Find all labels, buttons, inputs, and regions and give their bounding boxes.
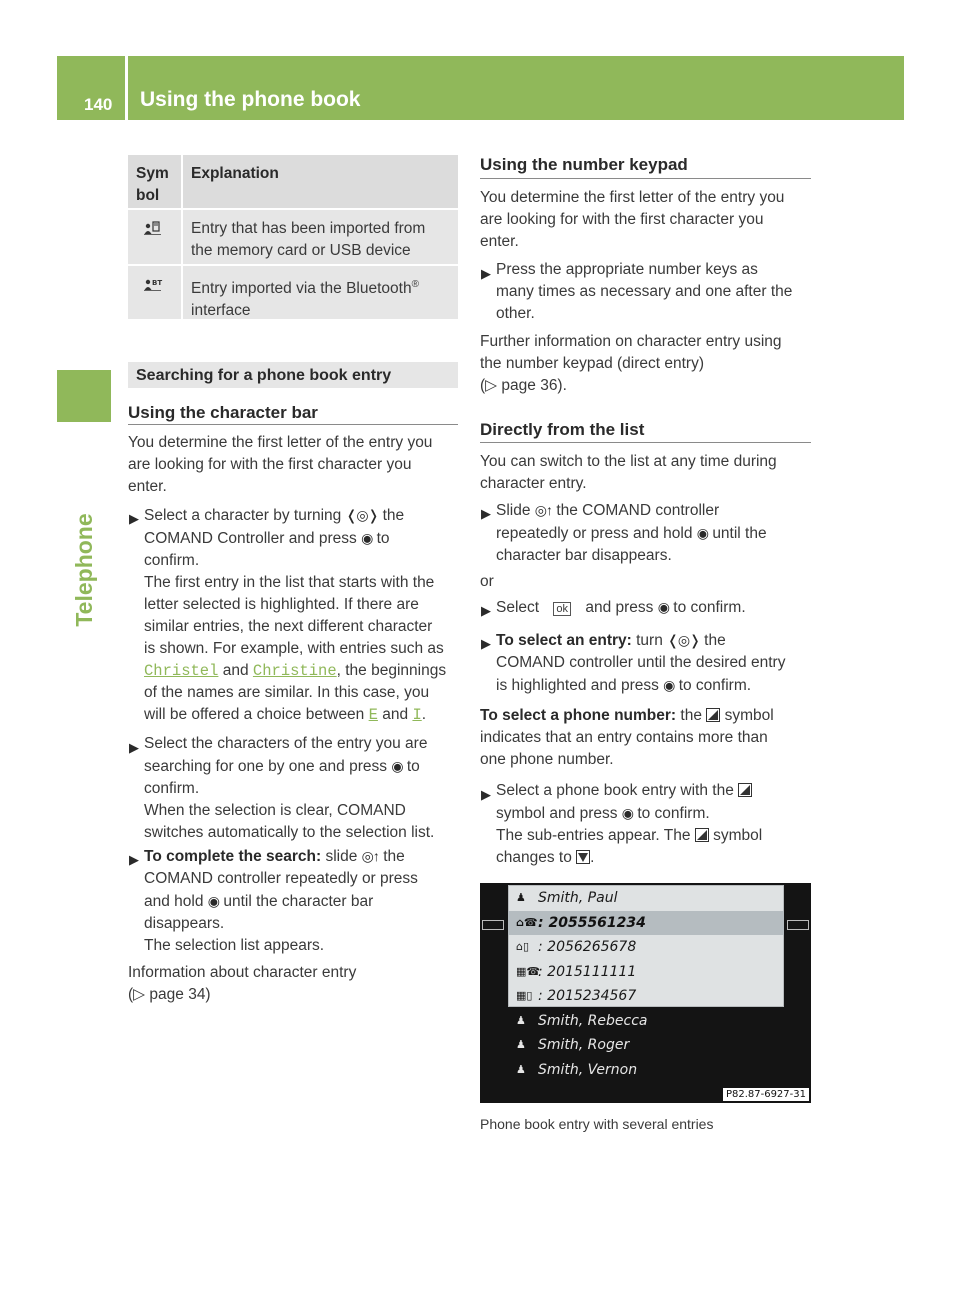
text: . bbox=[421, 706, 427, 723]
step-arrow-icon: ▶ bbox=[129, 511, 139, 526]
expanded-triangle-icon bbox=[576, 850, 590, 864]
symbol-table bbox=[128, 155, 458, 321]
text: , the beginnings bbox=[336, 662, 447, 679]
text-line: disappears. bbox=[144, 915, 225, 932]
multi-number-triangle-icon bbox=[695, 828, 709, 842]
text-line: You determine the first letter of the entry you bbox=[480, 189, 785, 206]
list-item[interactable] bbox=[508, 1033, 784, 1057]
press-controller-icon: ◉ bbox=[663, 677, 675, 693]
text: to bbox=[406, 758, 420, 775]
contact-icon: ♟ bbox=[516, 1038, 526, 1051]
phone-number-paragraph bbox=[480, 705, 774, 771]
page-reference[interactable]: page 36). bbox=[501, 377, 567, 394]
text-line: enter. bbox=[128, 478, 167, 495]
explanation-line: the memory card or USB device bbox=[191, 242, 411, 259]
step-arrow-icon: ▶ bbox=[481, 266, 491, 281]
further-info: Further information on character entry using the number keypad (direct entry) (▷ page 36). bbox=[480, 333, 782, 394]
explanation-line: Entry imported via the Bluetooth bbox=[191, 280, 412, 298]
step-arrow-icon: ▶ bbox=[129, 852, 139, 867]
example-letter-i: I bbox=[412, 706, 422, 724]
text-line: Further information on character entry using bbox=[480, 333, 782, 350]
text: to confirm. bbox=[678, 677, 752, 694]
step-number-keys bbox=[496, 259, 792, 325]
bold-label: To complete the search: bbox=[144, 848, 322, 865]
text: searching for one by one and press bbox=[144, 758, 387, 775]
contact-icon: ♟ bbox=[516, 1013, 526, 1027]
press-controller-icon: ◉ bbox=[621, 805, 634, 821]
text: turn bbox=[636, 632, 663, 649]
header-divider bbox=[125, 56, 128, 120]
text: the bbox=[382, 507, 405, 524]
text-line: You can switch to the list at any time during bbox=[480, 453, 777, 470]
keypad-intro bbox=[480, 187, 784, 253]
text: slide bbox=[325, 848, 358, 865]
symbol-header-line2: bol bbox=[136, 187, 160, 204]
text: Select a character by turning bbox=[144, 507, 342, 524]
list-item-text: : 2015234567 bbox=[538, 988, 637, 1004]
example-christine: Christine bbox=[252, 662, 337, 680]
list-item[interactable] bbox=[508, 935, 784, 959]
text-line: COMAND controller repeatedly or press bbox=[144, 870, 418, 887]
heading-rule bbox=[128, 424, 458, 425]
memory-card-contact-icon bbox=[144, 221, 161, 235]
text-line: confirm. bbox=[144, 552, 200, 569]
table-header-explanation: Explanation bbox=[191, 165, 279, 182]
registered-mark: ® bbox=[411, 279, 419, 290]
explanation-line: interface bbox=[191, 302, 251, 320]
chapter-label: Telephone bbox=[71, 513, 97, 627]
text: to bbox=[376, 530, 390, 547]
heading-rule bbox=[480, 178, 811, 179]
rotate-controller-icon: ❬◎❭ bbox=[667, 632, 700, 648]
text-line: switches automatically to the selection list. bbox=[144, 824, 435, 841]
page-ref-icon: ▷ bbox=[485, 377, 498, 394]
table-header-row bbox=[128, 155, 458, 210]
step-complete-search bbox=[144, 845, 418, 957]
step-arrow-icon: ▶ bbox=[481, 636, 491, 651]
page-reference[interactable]: page 34) bbox=[149, 986, 211, 1003]
list-intro bbox=[480, 451, 777, 495]
text: the bbox=[704, 632, 726, 649]
text-line: one phone number. bbox=[480, 751, 614, 768]
text: until the character bar bbox=[223, 893, 374, 910]
explanation-line: Entry that has been imported from bbox=[191, 220, 426, 237]
step-arrow-icon: ▶ bbox=[481, 787, 491, 802]
text: the bbox=[383, 848, 405, 865]
text: the bbox=[680, 707, 702, 724]
bluetooth-contact-icon bbox=[144, 277, 161, 291]
list-item-text: Smith, Roger bbox=[538, 1037, 630, 1053]
rotate-controller-icon: ❬◎❭ bbox=[345, 507, 379, 523]
text-line: many times as necessary and one after the bbox=[496, 283, 793, 300]
return-indicator-icon bbox=[787, 920, 809, 930]
text: to confirm. bbox=[673, 599, 746, 616]
text: Select a phone book entry with the bbox=[496, 782, 734, 799]
press-controller-icon: ◉ bbox=[391, 758, 403, 774]
text: to confirm. bbox=[637, 805, 710, 822]
text-line: enter. bbox=[480, 233, 519, 250]
text: The sub-entries appear. The bbox=[496, 827, 691, 844]
figure-caption: Phone book entry with several entries bbox=[480, 1116, 714, 1132]
text: is highlighted and press bbox=[496, 677, 659, 694]
intro-paragraph bbox=[128, 432, 432, 498]
list-item-text: : 2056265678 bbox=[538, 939, 637, 955]
page-number: 140 bbox=[84, 95, 113, 114]
work-mobile-icon: ▦▯ bbox=[516, 989, 533, 1002]
heading-number-keypad: Using the number keypad bbox=[480, 155, 688, 174]
home-mobile-icon: ⌂▯ bbox=[516, 940, 530, 953]
text: COMAND Controller and press bbox=[144, 530, 357, 547]
step-select-characters bbox=[144, 733, 434, 844]
contact-icon: ♟ bbox=[516, 891, 526, 904]
step-select-book-entry bbox=[496, 780, 762, 869]
slide-up-controller-icon: ◎↑ bbox=[361, 848, 379, 864]
text-line: is shown. For example, with entries such as bbox=[144, 640, 444, 657]
text: until the bbox=[712, 525, 767, 542]
list-item-text: Smith, Rebecca bbox=[538, 1012, 648, 1029]
list-item-text: Smith, Vernon bbox=[538, 1061, 638, 1078]
text-line: character entry. bbox=[480, 475, 587, 492]
bold-label: To select an entry: bbox=[496, 632, 632, 649]
table-row bbox=[128, 210, 458, 266]
or-text: or bbox=[480, 573, 494, 590]
text-line: Press the appropriate number keys as bbox=[496, 261, 758, 278]
step-arrow-icon: ▶ bbox=[129, 740, 139, 755]
text-line: You determine the first letter of the entry you bbox=[128, 434, 433, 451]
chapter-tab bbox=[57, 370, 111, 422]
list-item[interactable] bbox=[508, 1009, 784, 1033]
example-christel: Christel bbox=[144, 662, 219, 680]
list-item[interactable] bbox=[508, 1058, 784, 1082]
heading-rule bbox=[480, 442, 811, 443]
page-title: Using the phone book bbox=[140, 88, 361, 111]
text-line: letter selected is highlighted. If there are bbox=[144, 596, 419, 613]
press-controller-icon: ◉ bbox=[657, 599, 669, 615]
back-indicator-icon bbox=[482, 920, 504, 930]
text: Slide bbox=[496, 502, 531, 519]
multi-number-triangle-icon bbox=[706, 708, 720, 722]
step-arrow-icon: ▶ bbox=[481, 603, 491, 618]
list-item[interactable] bbox=[508, 984, 784, 1008]
slide-up-controller-icon: ◎↑ bbox=[534, 502, 552, 518]
text-line: indicates that an entry contains more than bbox=[480, 729, 768, 746]
press-controller-icon: ◉ bbox=[361, 530, 373, 546]
step-slide-controller bbox=[496, 499, 767, 567]
text: repeatedly or press and hold bbox=[496, 525, 693, 542]
text-line: similar entries, the next different character bbox=[144, 618, 433, 635]
text: symbol and press bbox=[496, 805, 618, 822]
ok-key-icon: ok bbox=[553, 602, 571, 616]
text: . bbox=[590, 849, 595, 866]
text-line: When the selection is clear, COMAND bbox=[144, 802, 406, 819]
text-line: Select the characters of the entry you are bbox=[144, 735, 428, 752]
list-item-text: Smith, Paul bbox=[538, 890, 618, 906]
text: will be offered a choice between bbox=[144, 706, 365, 723]
text: and press bbox=[585, 599, 654, 616]
text: Select bbox=[496, 599, 540, 616]
table-row bbox=[128, 266, 458, 321]
list-item-text: : 2055561234 bbox=[538, 914, 646, 931]
text-line: are looking for with the first character you bbox=[128, 456, 412, 473]
text-line: Information about character entry bbox=[128, 964, 357, 981]
list-item[interactable] bbox=[508, 886, 784, 910]
symbol-header-line1: Sym bbox=[136, 165, 169, 182]
info-paragraph: Information about character entry (▷ page 34) bbox=[128, 964, 357, 1003]
text-line: confirm. bbox=[144, 780, 200, 797]
example-letter-e: E bbox=[368, 706, 378, 724]
text-line: The selection list appears. bbox=[144, 937, 325, 954]
step-arrow-icon: ▶ bbox=[481, 506, 491, 521]
step-select-entry bbox=[496, 629, 785, 697]
multi-number-triangle-icon bbox=[738, 783, 752, 797]
phone-book-screenshot bbox=[480, 883, 811, 1103]
contact-icon: ♟ bbox=[516, 1062, 526, 1076]
bold-label: To select a phone number: bbox=[480, 707, 677, 724]
image-code: P82.87-6927-31 bbox=[723, 1088, 809, 1101]
text: and bbox=[382, 706, 409, 723]
text-line: are looking for with the first character you bbox=[480, 211, 764, 228]
page-ref-icon: ▷ bbox=[133, 986, 146, 1003]
text-line: the number keypad (direct entry) bbox=[480, 355, 704, 372]
svg-text:BT: BT bbox=[152, 279, 163, 287]
text: symbol bbox=[713, 827, 763, 844]
step-select-ok bbox=[496, 596, 746, 619]
text-line: of the names are similar. In this case, you bbox=[144, 684, 430, 701]
text-line: COMAND controller until the desired entry bbox=[496, 654, 786, 671]
text: symbol bbox=[724, 707, 774, 724]
section-heading: Searching for a phone book entry bbox=[128, 362, 458, 388]
press-controller-icon: ◉ bbox=[207, 893, 220, 909]
text: and hold bbox=[144, 893, 204, 910]
list-item[interactable] bbox=[508, 960, 784, 984]
list-item-text: : 2015111111 bbox=[538, 963, 637, 980]
text-line: The first entry in the list that starts with the bbox=[144, 574, 435, 591]
text-line: character bar disappears. bbox=[496, 547, 672, 564]
home-phone-icon: ⌂☎ bbox=[516, 915, 538, 929]
text: changes to bbox=[496, 849, 572, 866]
heading-directly-from-list: Directly from the list bbox=[480, 420, 645, 439]
text-line: other. bbox=[496, 305, 535, 322]
text: the COMAND controller bbox=[556, 502, 720, 519]
press-controller-icon: ◉ bbox=[696, 525, 708, 541]
text: and bbox=[222, 662, 249, 679]
step-select-character bbox=[144, 504, 446, 726]
table-header-symbol bbox=[128, 155, 183, 208]
subheading-character-bar: Using the character bar bbox=[128, 403, 318, 422]
list-item[interactable] bbox=[508, 911, 784, 935]
work-phone-icon: ▦☎ bbox=[516, 964, 541, 978]
